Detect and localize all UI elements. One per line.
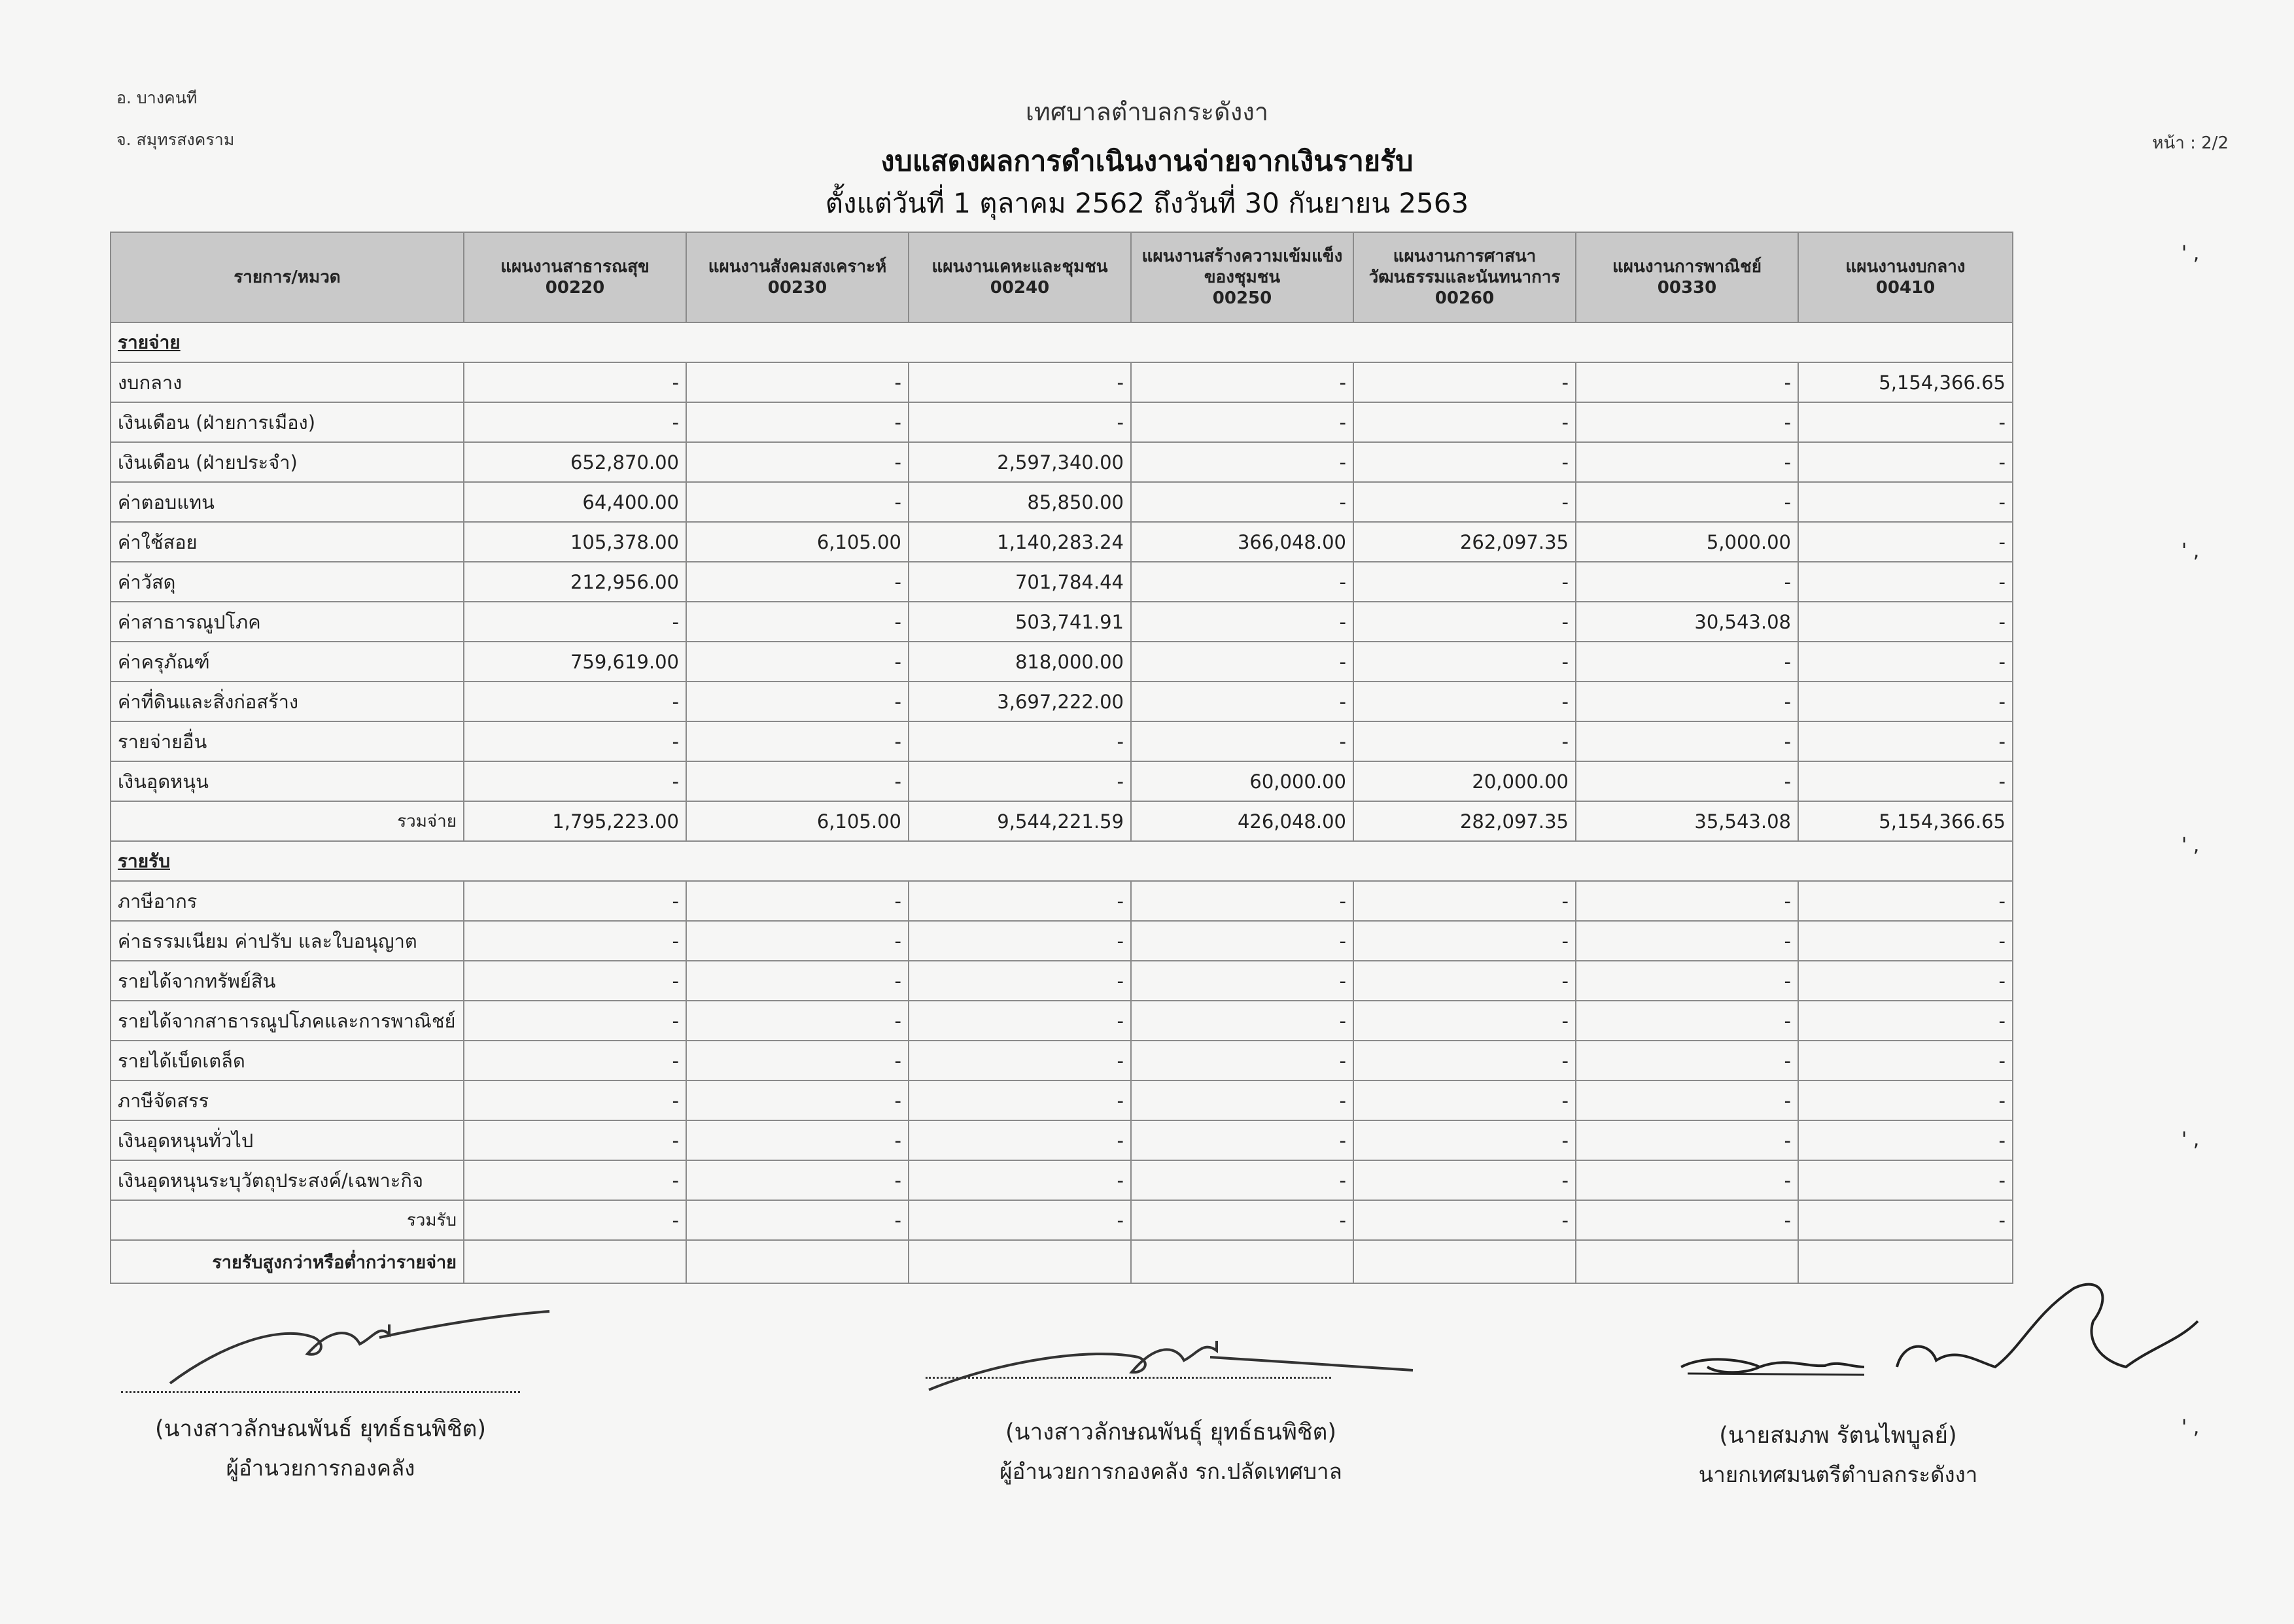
row-value: -	[464, 1200, 686, 1240]
signatory-role: ผู้อำนวยการกองคลัง รก.ปลัดเทศบาล	[999, 1459, 1342, 1484]
table-header-row	[111, 232, 2013, 322]
row-value: -	[686, 562, 909, 602]
row-value: -	[1798, 1200, 2013, 1240]
row-value: -	[686, 1120, 909, 1160]
row-value: -	[1131, 1041, 1353, 1080]
signatory-name: (นางสาวลักษณพันธ์ ยุทธ์ธนพิชิต)	[154, 1416, 487, 1442]
row-value: 5,154,366.65	[1798, 362, 2013, 402]
punch-mark: ' ,	[2181, 1128, 2200, 1151]
row-value: -	[1131, 642, 1353, 682]
row-value: -	[1576, 1120, 1798, 1160]
row-value: -	[464, 961, 686, 1001]
row-value: -	[1353, 642, 1576, 682]
row-value: -	[1353, 602, 1576, 642]
section-filler	[464, 322, 2013, 362]
row-value: 262,097.35	[1353, 522, 1576, 562]
column-header: แผนงานการพาณิชย์ 00330	[1576, 232, 1798, 322]
row-label: เงินเดือน (ฝ่ายการเมือง)	[111, 402, 464, 442]
row-value: -	[1798, 642, 2013, 682]
row-value: -	[464, 761, 686, 801]
row-value: 2,597,340.00	[909, 442, 1131, 482]
row-value: 20,000.00	[1353, 761, 1576, 801]
row-value: -	[464, 1160, 686, 1200]
row-value: 503,741.91	[909, 602, 1131, 642]
row-label: เงินอุดหนุนทั่วไป	[111, 1120, 464, 1160]
row-value: -	[1353, 921, 1576, 961]
row-value: -	[686, 961, 909, 1001]
row-value: -	[909, 721, 1131, 761]
row-value: -	[1576, 442, 1798, 482]
row-label: รายได้เบ็ดเตล็ด	[111, 1041, 464, 1080]
row-value: -	[1576, 1041, 1798, 1080]
column-header: แผนงานสาธารณสุข 00220	[464, 232, 686, 322]
row-label: ค่าใช้สอย	[111, 522, 464, 562]
row-label: รายได้จากสาธารณูปโภคและการพาณิชย์	[111, 1001, 464, 1041]
table-row	[111, 1080, 2013, 1120]
row-value: -	[1131, 362, 1353, 402]
row-value: -	[1131, 961, 1353, 1001]
row-value: 60,000.00	[1131, 761, 1353, 801]
row-value: -	[686, 761, 909, 801]
row-value: -	[1131, 482, 1353, 522]
table-row	[111, 1001, 2013, 1041]
punch-mark: ' ,	[2181, 540, 2200, 562]
expense-section-header	[111, 322, 2013, 362]
table-row	[111, 602, 2013, 642]
row-value: -	[1798, 482, 2013, 522]
row-label: รายจ่ายอื่น	[111, 721, 464, 761]
table-row	[111, 1200, 2013, 1240]
table-row	[111, 642, 2013, 682]
table-row	[111, 482, 2013, 522]
row-value: 6,105.00	[686, 801, 909, 841]
column-header: แผนงานสร้างความเข้มแข็งของชุมชน 00250	[1131, 232, 1353, 322]
row-value: -	[1798, 1120, 2013, 1160]
row-value: -	[909, 761, 1131, 801]
row-value: -	[1353, 1160, 1576, 1200]
row-value: -	[1353, 562, 1576, 602]
signatory-role: นายกเทศมนตรีตำบลกระดังงา	[1698, 1462, 1978, 1487]
row-label: เงินอุดหนุน	[111, 761, 464, 801]
row-value: -	[1798, 1080, 2013, 1120]
table-row	[111, 442, 2013, 482]
row-value: -	[1353, 442, 1576, 482]
row-value	[464, 1240, 686, 1283]
row-label: ค่าที่ดินและสิ่งก่อสร้าง	[111, 682, 464, 721]
punch-mark: ' ,	[2181, 834, 2200, 857]
row-value: -	[1798, 522, 2013, 562]
signature-1-drawing	[164, 1298, 556, 1396]
row-value: -	[1798, 881, 2013, 921]
signature-3-drawing	[1668, 1269, 2231, 1413]
row-value: -	[909, 1120, 1131, 1160]
row-value: 5,000.00	[1576, 522, 1798, 562]
row-value: -	[1798, 721, 2013, 761]
signatory-role: ผู้อำนวยการกองคลัง	[226, 1455, 415, 1481]
section-label: รายจ่าย	[111, 322, 464, 362]
row-value: -	[686, 402, 909, 442]
row-value: -	[686, 1200, 909, 1240]
row-value: -	[1131, 881, 1353, 921]
row-value: -	[1131, 1001, 1353, 1041]
row-value: -	[909, 1160, 1131, 1200]
row-value: -	[464, 1120, 686, 1160]
row-value: 85,850.00	[909, 482, 1131, 522]
table-row	[111, 402, 2013, 442]
row-value: -	[1798, 1001, 2013, 1041]
row-value: 652,870.00	[464, 442, 686, 482]
row-value: -	[1576, 1160, 1798, 1200]
row-value: -	[1798, 402, 2013, 442]
row-value: -	[1131, 682, 1353, 721]
row-value: -	[464, 1080, 686, 1120]
row-value: -	[1353, 1200, 1576, 1240]
column-header: แผนงานงบกลาง 00410	[1798, 232, 2013, 322]
row-value: -	[464, 402, 686, 442]
table-row	[111, 721, 2013, 761]
row-value: -	[1576, 1001, 1798, 1041]
row-value: -	[1353, 721, 1576, 761]
organization-name: เทศบาลตำบลกระดังงา	[1025, 97, 1269, 126]
row-value: -	[1353, 881, 1576, 921]
row-value: -	[1576, 761, 1798, 801]
row-value: -	[1798, 961, 2013, 1001]
row-value: -	[1131, 562, 1353, 602]
row-value: -	[909, 1001, 1131, 1041]
table-row	[111, 801, 2013, 841]
row-value: -	[1798, 921, 2013, 961]
row-value: -	[909, 1200, 1131, 1240]
row-value: -	[1576, 562, 1798, 602]
row-value: -	[909, 881, 1131, 921]
row-value: 6,105.00	[686, 522, 909, 562]
row-value: -	[1576, 362, 1798, 402]
row-value: -	[1353, 362, 1576, 402]
row-value: -	[1798, 682, 2013, 721]
row-value: -	[1576, 1080, 1798, 1120]
row-value: -	[1131, 921, 1353, 961]
row-value: -	[1576, 482, 1798, 522]
row-value: -	[464, 362, 686, 402]
row-value: -	[909, 961, 1131, 1001]
row-label: ค่าธรรมเนียม ค่าปรับ และใบอนุญาต	[111, 921, 464, 961]
row-value: -	[1353, 682, 1576, 721]
row-value: -	[1131, 1120, 1353, 1160]
report-title: งบแสดงผลการดำเนินงานจ่ายจากเงินรายรับ	[880, 145, 1414, 178]
row-label: ภาษีจัดสรร	[111, 1080, 464, 1120]
row-value: -	[464, 1041, 686, 1080]
row-value: -	[909, 1080, 1131, 1120]
row-value: -	[464, 881, 686, 921]
row-value: -	[464, 721, 686, 761]
row-value	[1131, 1240, 1353, 1283]
row-value: 212,956.00	[464, 562, 686, 602]
row-label: เงินอุดหนุนระบุวัตถุประสงค์/เฉพาะกิจ	[111, 1160, 464, 1200]
signature-2-line	[926, 1377, 1331, 1379]
row-value: -	[1798, 442, 2013, 482]
row-value: -	[464, 602, 686, 642]
table-row	[111, 921, 2013, 961]
column-header: รายการ/หมวด	[111, 232, 464, 322]
row-value: 5,154,366.65	[1798, 801, 2013, 841]
table-row	[111, 1160, 2013, 1200]
punch-mark: ' ,	[2181, 242, 2200, 265]
row-value: -	[1798, 761, 2013, 801]
signature-2-drawing	[922, 1321, 1419, 1400]
row-value: -	[686, 881, 909, 921]
row-label: รายรับสูงกว่าหรือต่ำกว่ารายจ่าย	[111, 1240, 464, 1283]
row-value: 1,795,223.00	[464, 801, 686, 841]
table-row	[111, 522, 2013, 562]
report-table	[110, 232, 2013, 1284]
row-value: -	[1353, 961, 1576, 1001]
row-value: 30,543.08	[1576, 602, 1798, 642]
row-value: 282,097.35	[1353, 801, 1576, 841]
row-value: -	[464, 921, 686, 961]
row-value: -	[686, 921, 909, 961]
row-value: -	[686, 482, 909, 522]
row-value: -	[909, 362, 1131, 402]
table-row	[111, 881, 2013, 921]
row-value: -	[686, 682, 909, 721]
row-value: -	[909, 402, 1131, 442]
row-label: รวมรับ	[111, 1200, 464, 1240]
row-value: -	[1131, 1160, 1353, 1200]
table-row	[111, 562, 2013, 602]
table-row	[111, 1120, 2013, 1160]
row-value: 426,048.00	[1131, 801, 1353, 841]
row-value: -	[686, 602, 909, 642]
row-value: 1,140,283.24	[909, 522, 1131, 562]
row-value	[909, 1240, 1131, 1283]
province-label: จ. สมุทรสงคราม	[116, 130, 235, 149]
row-value: -	[1798, 562, 2013, 602]
row-value: -	[686, 1160, 909, 1200]
signatory-name: (นายสมภพ รัตนไพบูลย์)	[1719, 1423, 1957, 1449]
table-row	[111, 362, 2013, 402]
row-value: -	[686, 642, 909, 682]
row-value: -	[1353, 482, 1576, 522]
row-value: -	[1576, 721, 1798, 761]
revenue-section-header	[111, 841, 2013, 881]
row-value: -	[1131, 402, 1353, 442]
row-value: 3,697,222.00	[909, 682, 1131, 721]
row-value: -	[1131, 721, 1353, 761]
signatory-name: (นางสาวลักษณพันธุ์ ยุทธ์ธนพิชิต)	[1005, 1419, 1337, 1445]
section-label: รายรับ	[111, 841, 464, 881]
row-value: -	[1353, 1080, 1576, 1120]
row-value: 9,544,221.59	[909, 801, 1131, 841]
row-value: -	[909, 921, 1131, 961]
row-value: -	[686, 1001, 909, 1041]
row-label: ค่าวัสดุ	[111, 562, 464, 602]
row-value: -	[1353, 402, 1576, 442]
row-value: -	[464, 1001, 686, 1041]
row-label: ค่าครุภัณฑ์	[111, 642, 464, 682]
row-value: -	[686, 1041, 909, 1080]
row-value: -	[686, 1080, 909, 1120]
row-value: -	[1798, 1041, 2013, 1080]
signature-1	[131, 1409, 510, 1488]
punch-mark: ' ,	[2181, 1416, 2200, 1439]
row-value: -	[686, 721, 909, 761]
signature-2	[968, 1413, 1374, 1491]
row-value: -	[1353, 1001, 1576, 1041]
row-value: -	[1576, 961, 1798, 1001]
row-label: รายได้จากทรัพย์สิน	[111, 961, 464, 1001]
row-value: 105,378.00	[464, 522, 686, 562]
row-value: -	[1353, 1041, 1576, 1080]
signature-3	[1648, 1416, 2028, 1494]
row-value: -	[1798, 602, 2013, 642]
row-value: 701,784.44	[909, 562, 1131, 602]
column-header: แผนงานเคหะและชุมชน 00240	[909, 232, 1131, 322]
row-value: -	[1576, 642, 1798, 682]
row-value: 64,400.00	[464, 482, 686, 522]
table-row	[111, 682, 2013, 721]
row-value: -	[1131, 442, 1353, 482]
row-value: -	[686, 362, 909, 402]
row-value: -	[464, 682, 686, 721]
row-value: -	[1131, 602, 1353, 642]
row-value: 366,048.00	[1131, 522, 1353, 562]
row-value: -	[1798, 1160, 2013, 1200]
table-row	[111, 761, 2013, 801]
row-value: 759,619.00	[464, 642, 686, 682]
row-value: -	[1576, 402, 1798, 442]
report-period: ตั้งแต่วันที่ 1 ตุลาคม 2562 ถึงวันที่ 30 กันยายน 2563	[825, 187, 1469, 219]
row-label: งบกลาง	[111, 362, 464, 402]
district-label: อ. บางคนที	[116, 88, 198, 107]
row-value: -	[686, 442, 909, 482]
table-row	[111, 1041, 2013, 1080]
row-label: ค่าสาธารณูปโภค	[111, 602, 464, 642]
table-row	[111, 961, 2013, 1001]
row-value: -	[1576, 1200, 1798, 1240]
row-value: -	[1131, 1080, 1353, 1120]
row-value	[1353, 1240, 1576, 1283]
column-header: แผนงานสังคมสงเคราะห์ 00230	[686, 232, 909, 322]
column-header: แผนงานการศาสนา วัฒนธรรมและนันทนาการ 00260	[1353, 232, 1576, 322]
row-value: 818,000.00	[909, 642, 1131, 682]
table-body	[111, 322, 2013, 1283]
row-value: -	[1576, 881, 1798, 921]
row-value: -	[1353, 1120, 1576, 1160]
row-value: -	[1131, 1200, 1353, 1240]
section-filler	[464, 841, 2013, 881]
page-number: หน้า : 2/2	[2152, 133, 2229, 153]
signature-1-line	[121, 1391, 520, 1393]
row-label: เงินเดือน (ฝ่ายประจำ)	[111, 442, 464, 482]
row-label: รวมจ่าย	[111, 801, 464, 841]
row-label: ค่าตอบแทน	[111, 482, 464, 522]
row-value: -	[1576, 921, 1798, 961]
row-value: -	[909, 1041, 1131, 1080]
row-value: 35,543.08	[1576, 801, 1798, 841]
row-label: ภาษีอากร	[111, 881, 464, 921]
row-value: -	[1576, 682, 1798, 721]
row-value	[686, 1240, 909, 1283]
